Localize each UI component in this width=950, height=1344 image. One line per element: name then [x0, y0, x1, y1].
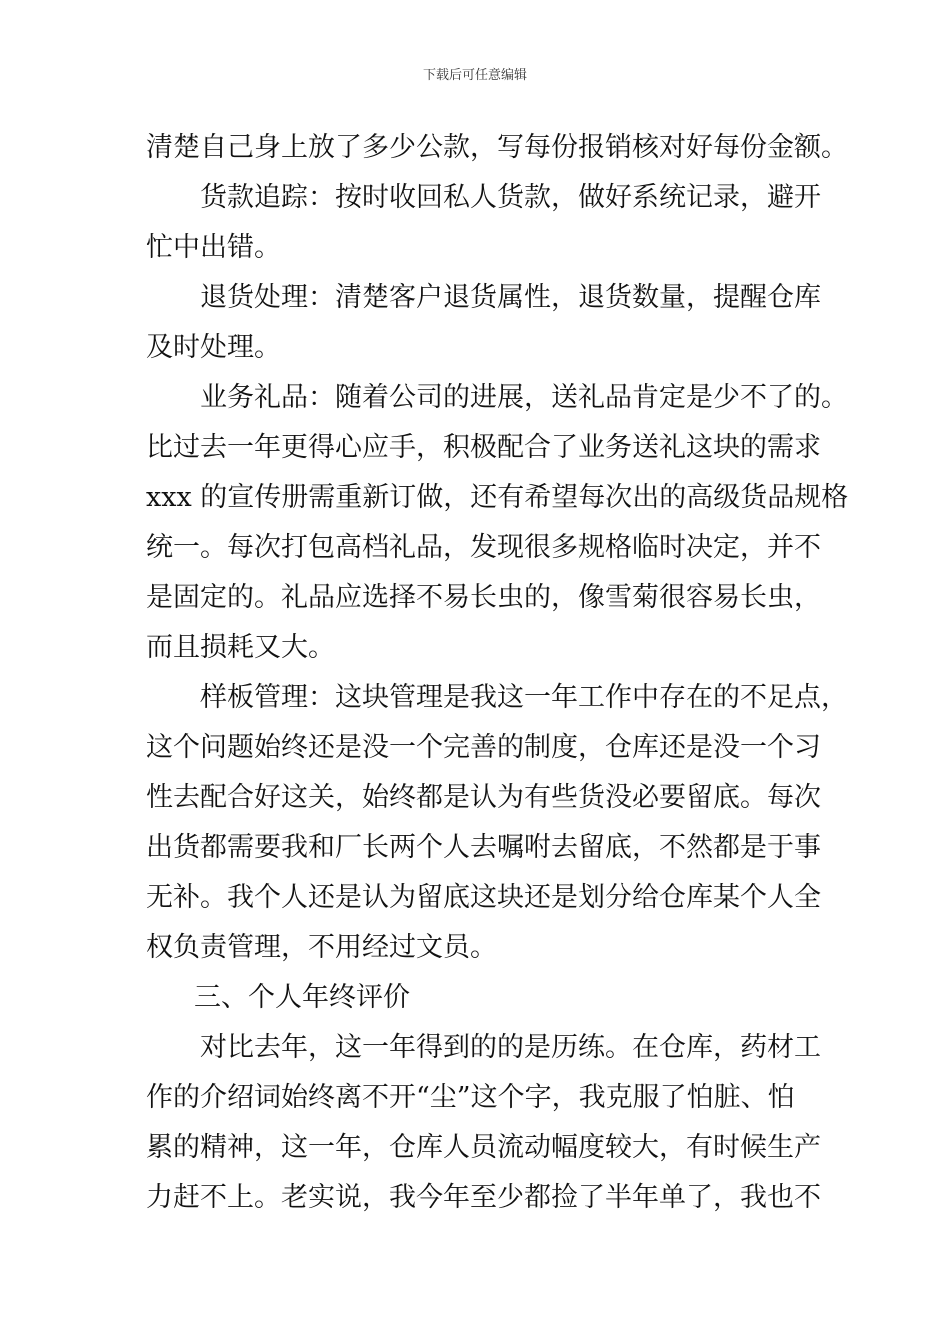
- text-line: 忙中出错。: [146, 232, 281, 263]
- text-line: 业务礼品：随着公司的进展，送礼品肯定是少不了的。: [200, 382, 848, 413]
- text-line: 比过去一年更得心应手，积极配合了业务送礼这块的需求: [146, 432, 821, 463]
- text-line: 统一。每次打包高档礼品，发现很多规格临时决定，并不: [146, 532, 821, 563]
- text-line: 出货都需要我和厂长两个人去嘱咐去留底，不然都是于事: [146, 832, 821, 863]
- text-line: 而且损耗又大。: [146, 632, 335, 663]
- text-line: 力赶不上。老实说，我今年至少都捡了半年单了，我也不: [146, 1182, 821, 1213]
- text-line: 无补。我个人还是认为留底这块还是划分给仓库某个人全: [146, 882, 821, 913]
- text-line: 样板管理：这块管理是我这一年工作中存在的不足点，: [200, 682, 848, 713]
- text-line: 货款追踪：按时收回私人货款，做好系统记录，避开: [200, 182, 821, 213]
- text-line: 这个问题始终还是没一个完善的制度，仓库还是没一个习: [146, 732, 821, 763]
- text-line: 退货处理：清楚客户退货属性，退货数量，提醒仓库: [200, 282, 821, 313]
- text-line: 权负责管理，不用经过文员。: [146, 932, 497, 963]
- section-heading: 三、个人年终评价: [194, 982, 410, 1013]
- text-line: 累的精神，这一年，仓库人员流动幅度较大，有时候生产: [146, 1132, 821, 1163]
- text-line: 性去配合好这关，始终都是认为有些货没必要留底。每次: [146, 782, 821, 813]
- text-line: xxx 的宣传册需重新订做，还有希望每次出的高级货品规格: [146, 482, 849, 513]
- text-line: 清楚自己身上放了多少公款，写每份报销核对好每份金额。: [146, 132, 848, 163]
- text-line: 作的介绍词始终离不开“尘”这个字，我克服了怕脏、怕: [146, 1082, 795, 1113]
- text-line: 对比去年，这一年得到的的是历练。在仓库，药材工: [200, 1032, 821, 1063]
- text-line: 及时处理。: [146, 332, 281, 363]
- header-note: 下载后可任意编辑: [422, 68, 527, 83]
- text-line: 是固定的。礼品应选择不易长虫的，像雪菊很容易长虫，: [146, 582, 821, 613]
